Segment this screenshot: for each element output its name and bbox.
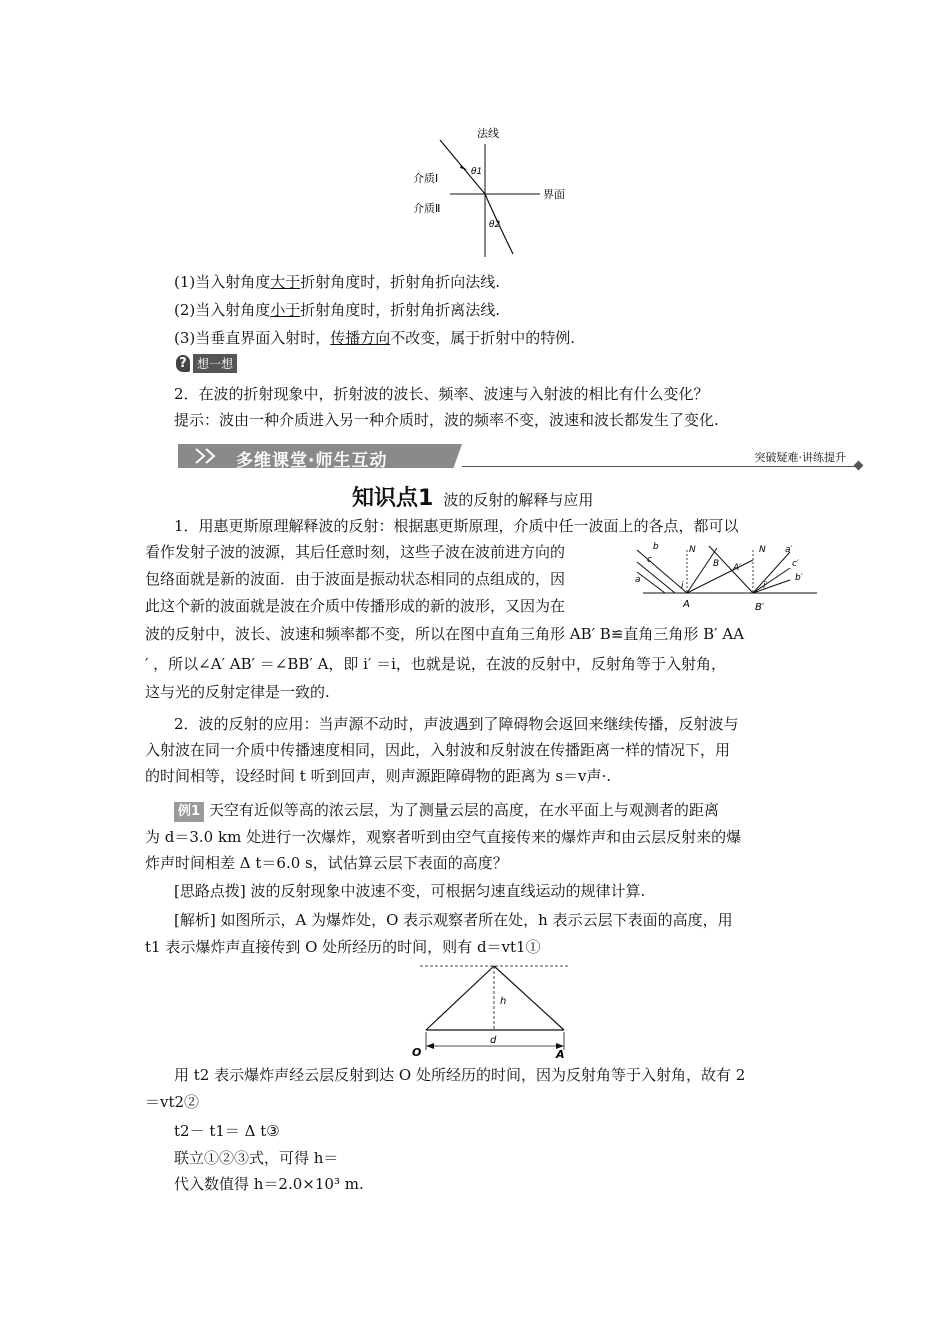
example-line-1: 例1 天空有近似等高的浓云层，为了测量云层的高度，在水平面上与观测者的距离 [174, 800, 719, 822]
point-a-label: A [556, 1048, 565, 1060]
point-a-label: A [683, 599, 690, 610]
example-tag: 例1 [174, 802, 204, 822]
hint-text: 提示：波由一种介质进入另一种介质时，波的频率不变，波速和波长都发生了变化. [174, 411, 719, 429]
normal-n1-label: N [689, 545, 696, 555]
wave-a2-label: a′ [785, 545, 793, 555]
example-line-2: 为 d＝3.0 km 处进行一次爆炸，观察者听到由空气直接传来的爆炸声和由云层反射来的爆 [145, 828, 742, 846]
medium2-label: 介质Ⅱ [413, 202, 441, 215]
p1-line-3: 包络面就是新的波面．由于波面是振动状态相同的点组成的，因 [145, 570, 566, 588]
p1-line-7: 这与光的反射定律是一致的. [145, 683, 330, 701]
theta2-label: θ2 [489, 220, 501, 230]
height-h-label: h [500, 996, 507, 1007]
reflection-figure [625, 540, 825, 615]
p2-line-3: 的时间相等，设经时间 t 听到回声，则声源距障碍物的距离为 s＝v声·. [145, 767, 612, 785]
wave-b2-label: b′ [795, 573, 803, 583]
after-line-4: 联立①②③式，可得 h＝ [174, 1149, 339, 1167]
point-a1-label: A′ [733, 563, 742, 573]
interface-label: 界面 [543, 188, 565, 201]
list-item-2: (2)当入射角度小于折射角度时，折射角折离法线. [174, 301, 501, 319]
banner-subtitle: 突破疑难·讲练提升 [754, 451, 846, 464]
angle-i2-label: i′ [763, 581, 768, 591]
after-line-2: ＝vt2② [145, 1093, 200, 1111]
wave-a-label: a [635, 575, 641, 585]
p2-line-2: 入射波在同一介质中传播速度相同，因此，入射波和反射波在传播距离一样的情况下，用 [145, 741, 731, 759]
banner-title: 多维课堂·师生互动 [236, 451, 388, 471]
angle-i-label: i [681, 581, 684, 591]
section-banner [178, 444, 862, 471]
wave-c2-label: c′ [792, 559, 799, 569]
solution-line-1: [解析] 如图所示，A 为爆炸处，O 表示观察者所在处，h 表示云层下表面的高度，用 [174, 911, 733, 929]
p1-line-5: 波的反射中，波长、波速和频率都不变，所以在图中直角三角形 AB′ B≌直角三角形 B′ AA [145, 625, 745, 643]
chevron-icon [192, 447, 228, 465]
after-line-3: t2－ t1＝ Δ t③ [174, 1122, 280, 1140]
point-o-label: O [412, 1046, 422, 1059]
p1-line-2: 看作发射子波的波源，其后任意时刻，这些子波在波前进方向的 [145, 543, 566, 561]
point-b-label: B [713, 559, 720, 569]
distance-d-label: d [490, 1035, 497, 1046]
list-item-1: (1)当入射角度大于折射角度时，折射角折向法线. [174, 273, 501, 291]
after-line-5: 代入数值得 h＝2.0×10³ m. [174, 1175, 364, 1193]
list-item-3: (3)当垂直界面入射时，传播方向不改变，属于折射中的特例. [174, 329, 576, 347]
diamond-icon [854, 461, 864, 471]
after-line-1: 用 t2 表示爆炸声经云层反射到达 O 处所经历的时间，因为反射角等于入射角，故有 2 [174, 1066, 746, 1084]
point-b2-label: B′ [755, 602, 765, 613]
medium1-label: 介质Ⅰ [413, 172, 439, 185]
question-icon: ? [176, 355, 190, 372]
p1-line-4: 此这个新的波面就是波在介质中传播形成的新的波形，又因为在 [145, 597, 566, 615]
p1-line-6: ′ ，所以∠A′ AB′ ＝∠BB′ A，即 i′ ＝i，也就是说，在波的反射中，反射角等于入射角， [145, 655, 726, 673]
solution-line-2: t1 表示爆炸声直接传到 O 处所经历的时间，则有 d＝vt1① [145, 938, 541, 956]
example-hint: [思路点拨] 波的反射现象中波速不变，可根据匀速直线运动的规律计算. [174, 882, 646, 900]
normal-n2-label: N [759, 545, 766, 555]
knowledge-point-heading: 知识点1 波的反射的解释与应用 [352, 486, 594, 511]
cloud-figure [408, 960, 578, 1060]
example-line-3: 炸声时间相差 Δ t＝6.0 s，试估算云层下表面的高度？ [145, 854, 508, 872]
theta1-label: θ1 [471, 167, 483, 177]
wave-b-label: b [653, 542, 659, 552]
wave-c-label: c [647, 555, 652, 565]
p1-line-1: 1．用惠更斯原理解释波的反射：根据惠更斯原理，介质中任一波面上的各点，都可以 [174, 517, 739, 535]
p2-line-1: 2．波的反射的应用：当声源不动时，声波遇到了障碍物会返回来继续传播，反射波与 [174, 715, 739, 733]
think-badge: ? 想一想 [176, 354, 237, 373]
refraction-figure [405, 122, 585, 262]
normal-label: 法线 [477, 127, 499, 140]
question-2: 2．在波的折射现象中，折射波的波长、频率、波速与入射波的相比有什么变化？ [174, 385, 709, 403]
